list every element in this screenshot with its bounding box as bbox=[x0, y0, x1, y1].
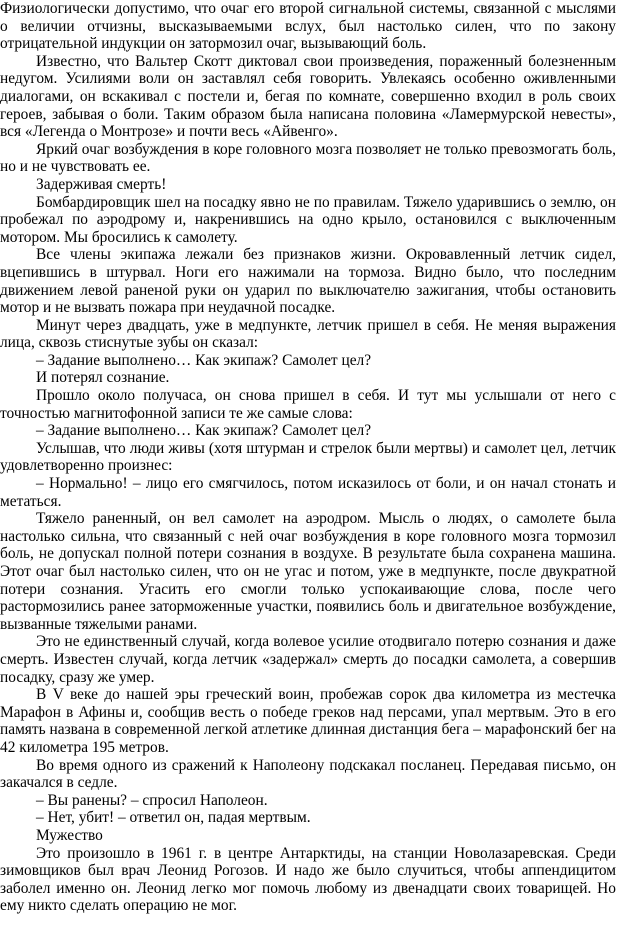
section-heading: Мужество bbox=[36, 826, 103, 844]
dialogue-line: – Нет, убит! – ответил он, падая мертвым. bbox=[36, 809, 311, 827]
paragraph: Во время одного из сражений к Наполеону подскакал посланец. Передавая письмо, он закачался в седле. bbox=[0, 756, 616, 792]
paragraph: Минут через двадцать, уже в медпункте, летчик пришел в себя. Не меняя выражения лица, сквозь стиснутые зубы он сказал: bbox=[0, 316, 616, 352]
paragraph: Бомбардировщик шел на посадку явно не по правилам. Тяжело ударившись о землю, он пробежал по аэродрому и, накренившись на одно крыло, остановился с выключенным мотором. Мы бросились к самолету. bbox=[0, 193, 616, 246]
paragraph: Известно, что Вальтер Скотт диктовал свои произведения, пораженный болезненным недугом. Усилиями воли он заставлял себя говорить. Увлекаясь особенно оживленными диалогами, он вскакивал с постели и, бегая по комнате, совершенно входил в роль своих героев, забывая о боли. Таким образом была написана половина «Ламермурской невесты», вся «Легенда о Монтрозе» и почти весь «Айвенго». bbox=[0, 52, 616, 141]
section-heading: Задерживая смерть! bbox=[36, 175, 167, 193]
dialogue-line: – Задание выполнено… Как экипаж? Самолет цел? bbox=[36, 422, 372, 440]
paragraph: Физиологически допустимо, что очаг его второй сигнальной системы, связанной с мыслями о величии отчизны, высказываемыми вслух, был настолько силен, что по закону отрицательной индукции он затормозил очаг, вызывающий боль. bbox=[0, 0, 616, 53]
paragraph: И потерял сознание. bbox=[36, 369, 170, 387]
paragraph: Это не единственный случай, когда волевое усилие отодвигало потерю сознания и даже смерть. Известен случай, когда летчик «задержал» смерть до посадки самолета, а совершив посадку, сразу же умер. bbox=[0, 633, 616, 686]
dialogue-line: – Задание выполнено… Как экипаж? Самолет цел? bbox=[36, 351, 372, 369]
paragraph: Это произошло в 1961 г. в центре Антарктиды, на станции Новолазаревская. Среди зимовщиков был врач Леонид Рогозов. И надо же было случиться, чтобы аппендицитом заболел именно он. Леонид легко мог помочь любому из двенадцати своих товарищей. Но ему никто сделать операцию не мог. bbox=[0, 844, 616, 915]
dialogue-line: – Вы ранены? – спросил Наполеон. bbox=[36, 791, 268, 809]
paragraph: Все члены экипажа лежали без признаков жизни. Окровавленный летчик сидел, вцепившись в штурвал. Ноги его нажимали на тормоза. Видно было, что последним движением левой раненой руки он ударил по выключателю зажигания, чтобы остановить мотор и не вызвать пожара при неудачной посадке. bbox=[0, 246, 616, 317]
paragraph: В V веке до нашей эры греческий воин, пробежав сорок два километра из местечка Марафон в Афины и, сообщив весть о победе греков над персами, упал мертвым. Это в его память названа в современной легкой атлетике длинная дистанция бега – марафонский бег на 42 километра 195 метров. bbox=[0, 686, 616, 756]
paragraph: Яркий очаг возбуждения в коре головного мозга позволяет не только превозмогать боль, но и не чувствовать ее. bbox=[0, 140, 616, 176]
paragraph: Услышав, что люди живы (хотя штурман и стрелок были мертвы) и самолет цел, летчик удовлетворенно произнес: bbox=[0, 439, 616, 475]
paragraph: Тяжело раненный, он вел самолет на аэродром. Мысль о людях, о самолете была настолько сильна, что связанный с ней очаг возбуждения в коре головного мозга тормозил боль, не допускал полной потери сознания в воздухе. В результате была сохранена машина. Этот очаг был настолько силен, что он не угас и потом, уже в медпункте, после двукратной потери сознания. Угасить его смогли только успокаивающие слова, после чего растормозились ранее заторможенные участки, появились боль и двигательное возбуждение, вызванные тяжелыми ранами. bbox=[0, 510, 616, 633]
paragraph: Прошло около получаса, он снова пришел в себя. И тут мы услышали от него с точностью магнитофонной записи те же самые слова: bbox=[0, 387, 616, 422]
dialogue-line: – Нормально! – лицо его смягчилось, потом исказилось от боли, и он начал стонать и метаться. bbox=[0, 475, 616, 510]
